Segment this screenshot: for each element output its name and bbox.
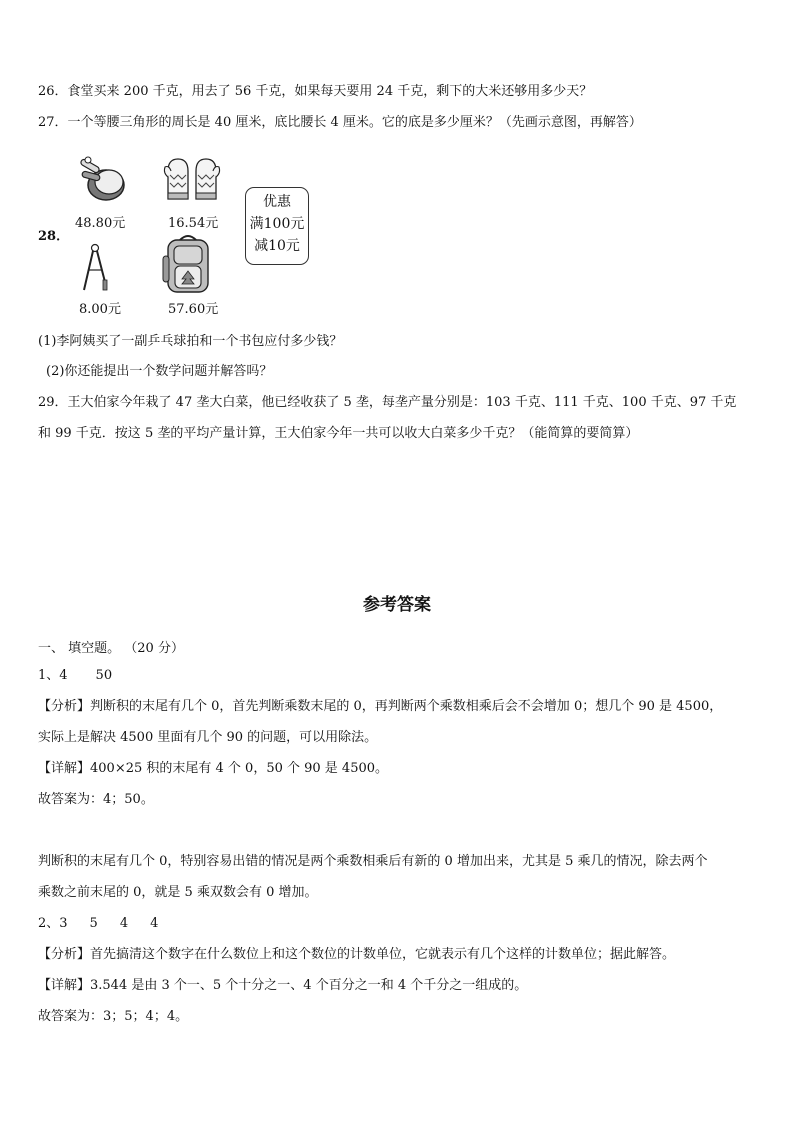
question-28-sub1: (1)李阿姨买了一副乒乓球拍和一个书包应付多少钱？ <box>38 334 343 349</box>
compass-icon <box>80 242 110 294</box>
answer-1-analysis-cont: 实际上是解决 4500 里面有几个 90 的问题，可以用除法。 <box>38 730 378 745</box>
answer-1-note-cont: 乘数之前末尾的 0，就是 5 乘双数会有 0 增加。 <box>38 885 318 900</box>
promotion-box <box>245 187 309 265</box>
answer-1-number: 1、4 <box>38 668 68 683</box>
ping-pong-paddle-icon <box>76 155 132 205</box>
answer-2-heading <box>38 915 158 933</box>
answer-2-detail: 【详解】3.544 是由 3 个一、5 个十分之一、4 个百分之一和 4 个千分之一组成的。 <box>38 978 528 993</box>
question-26: 26．食堂买来 200 千克，用去了 56 千克，如果每天要用 24 千克，剩下的大米还够用多少天？ <box>38 84 593 99</box>
question-29-line2: 和 99 千克．按这 5 垄的平均产量计算，王大伯家今年一共可以收大白菜多少千克？（能简算的要简算） <box>38 426 639 441</box>
answer-1-final: 故答案为：4；50。 <box>38 792 154 807</box>
question-28-number: 28． <box>38 229 70 244</box>
answer-1-detail: 【详解】400×25 积的末尾有 4 个 0，50 个 90 是 4500。 <box>38 761 389 776</box>
backpack-price: 57.60元 <box>168 302 219 317</box>
paddle-price: 48.80元 <box>75 216 126 231</box>
answer-2-value: 4 <box>119 916 129 931</box>
question-29-line1: 29．王大伯家今年栽了 47 垄大白菜，他已经收获了 5 垄，每垄产量分别是：103 千克、111 千克、100 千克、97 千克 <box>38 395 737 410</box>
section-heading: 一、 填空题。 （20 分） <box>38 641 184 656</box>
answer-1-analysis: 【分析】判断积的末尾有几个 0，首先判断乘数末尾的 0，再判断两个乘数相乘后会不会增加 0；想几个 90 是 4500， <box>38 699 723 714</box>
answer-2-number: 2、3 <box>38 916 68 931</box>
promotion-line: 满100元 <box>249 216 305 232</box>
backpack-icon <box>160 232 216 296</box>
compass-price: 8.00元 <box>79 302 121 317</box>
answer-2-analysis: 【分析】首先搞清这个数字在什么数位上和这个数位的计数单位，它就表示有几个这样的计数单位；据此解答。 <box>38 947 676 962</box>
promotion-line: 减10元 <box>254 238 300 254</box>
gloves-price: 16.54元 <box>168 216 219 231</box>
gloves-icon <box>162 155 222 205</box>
answer-1-heading <box>38 667 112 685</box>
answer-2-value: 4 <box>150 916 159 931</box>
answers-title: 参考答案 <box>363 595 431 615</box>
question-28-sub2: (2)你还能提出一个数学问题并解答吗？ <box>46 364 273 379</box>
question-27: 27．一个等腰三角形的周长是 40 厘米，底比腰长 4 厘米。它的底是多少厘米？（先画示意图，再解答） <box>38 115 642 130</box>
answer-2-value: 5 <box>89 916 98 931</box>
answer-1-note: 判断积的末尾有几个 0，特别容易出错的情况是两个乘数相乘后有新的 0 增加出来，尤其是 5 乘几的情况，除去两个 <box>38 854 708 869</box>
answer-1-value: 50 <box>95 668 113 683</box>
answer-2-final: 故答案为：3；5；4；4。 <box>38 1009 189 1024</box>
promotion-line: 优惠 <box>263 194 291 210</box>
